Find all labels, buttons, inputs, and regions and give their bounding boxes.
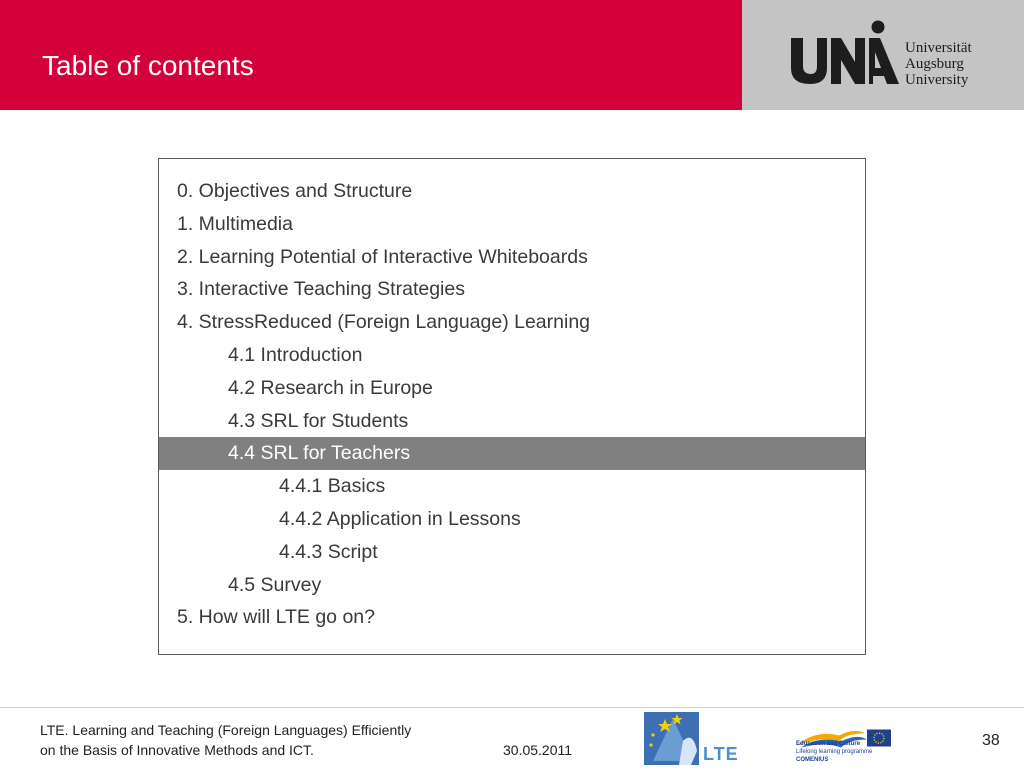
logo-line: Augsburg [905, 56, 964, 72]
toc-item[interactable]: 5. How will LTE go on? [177, 606, 375, 629]
footer-divider [0, 707, 1024, 708]
page-number: 38 [982, 732, 1000, 749]
eu-programme-text [796, 740, 872, 764]
toc-box [158, 158, 866, 655]
eu-line-2: Lifelong learning programme [796, 749, 873, 755]
footer-date: 30.05.2011 [503, 742, 573, 758]
toc-item[interactable]: 2. Learning Potential of Interactive Whiteboards [177, 245, 588, 268]
toc-item[interactable]: 4.1 Introduction [228, 343, 363, 366]
eu-line-3: COMENIUS [796, 757, 829, 763]
university-name [905, 40, 972, 88]
toc-item[interactable]: 4.5 Survey [228, 573, 322, 596]
toc-item[interactable]: 1. Multimedia [177, 212, 293, 235]
university-logo-area [742, 0, 1024, 110]
toc-item[interactable]: 4.2 Research in Europe [228, 376, 433, 399]
page-title: Table of contents [42, 50, 254, 81]
footer-line-1: LTE. Learning and Teaching (Foreign Languages) Efficiently [40, 722, 412, 738]
footer-line-2: on the Basis of Innovative Methods and ICT. [40, 742, 314, 758]
header-band [0, 0, 742, 110]
eu-line-1: Education and Culture [796, 741, 861, 747]
toc-item[interactable]: 4.4.3 Script [279, 540, 378, 563]
toc-item[interactable]: 0. Objectives and Structure [177, 180, 413, 202]
lte-logo-text: LTE [703, 744, 739, 764]
toc-item[interactable]: 4.4.1 Basics [279, 475, 386, 498]
toc-list [159, 175, 865, 634]
university-logo [789, 18, 901, 88]
toc-item[interactable]: 4.4.2 Application in Lessons [279, 507, 521, 530]
logo-line: Universität [905, 40, 972, 56]
logo-wordmark: UNIA [829, 87, 832, 88]
toc-item-active[interactable]: 4.4 SRL for Teachers [159, 437, 865, 470]
toc-item[interactable]: 3. Interactive Teaching Strategies [177, 278, 465, 301]
toc-item[interactable]: 4. StressReduced (Foreign Language) Learning [177, 311, 591, 334]
toc-item[interactable]: 4.3 SRL for Students [228, 409, 409, 432]
logo-line: University [905, 72, 969, 88]
footer-project-title [40, 720, 411, 760]
